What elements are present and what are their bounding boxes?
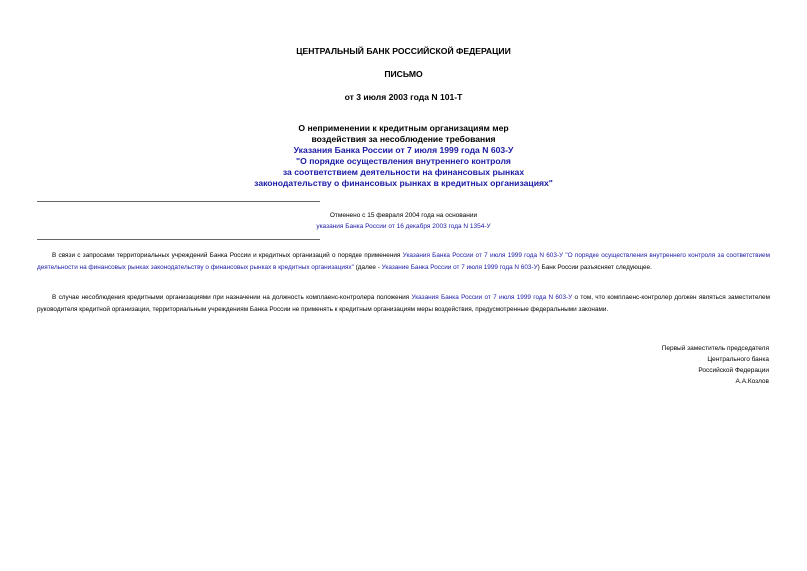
paragraph-2 [37,292,770,315]
signer-organization: Центрального банка [707,356,769,363]
title-line: воздействия за несоблюдение требования [311,134,496,144]
signer-name: А.А.Козлов [735,378,769,385]
decree-link[interactable]: Указания Банка России от 7 июля 1999 года N 603-У [411,294,573,301]
document-title [0,123,807,189]
decree-short-link[interactable]: Указание Банка России от 7 июля 1999 года N 603-У [381,263,538,271]
paragraph-text: (далее - [353,263,382,271]
cancellation-text: Отменено с 15 февраля 2004 года на основании [329,212,478,219]
title-link-line[interactable]: законодательству о финансовых рынках в кредитных организациях" [254,178,553,188]
divider-top [37,201,320,202]
document-type: ПИСЬМО [384,69,423,79]
title-link-line[interactable]: "О порядке осуществления внутреннего контроля [296,156,511,166]
decree-link[interactable]: Указания Банка России от 7 июля 1999 года N 603-У "О порядке осуществления внутреннего контроля за соответствием деятельности на финансовых рынках законодательству о финансовых рынках в кредитных организациях" [37,252,770,271]
cancellation-note [0,210,807,232]
paragraph-text: В связи с запросами территориальных учреждений Банка России и кредитных организаций о порядке применения [52,252,403,259]
paragraph-text: В случае несоблюдения кредитными организациями при назначении на должность комплаенс-контролера положения [52,294,412,301]
document-date-number: от 3 июля 2003 года N 101-Т [344,92,463,102]
signature-block [662,343,769,387]
divider-bottom [37,239,320,240]
title-link-line[interactable]: Указания Банка России от 7 июля 1999 года N 603-У [293,145,514,155]
paragraph-text: о том, что комплаенс-контролер должен являться заместителем руководителя кредитной организации, территориальным учреждениям Банка России не применять к кредитным организациям меры воздействия, предусмотренные федеральными законами. [37,294,770,313]
signer-position: Первый заместитель председателя [661,345,769,352]
signer-country: Российской Федерации [698,367,769,374]
paragraph-1 [37,250,770,273]
issuer-heading: ЦЕНТРАЛЬНЫЙ БАНК РОССИЙСКОЙ ФЕДЕРАЦИИ [296,46,511,56]
paragraph-text: ) Банк России разъясняет следующее. [537,263,652,271]
title-line: О неприменении к кредитным организациям мер [298,123,509,133]
cancellation-link[interactable]: указания Банка России от 16 декабря 2003 года N 1354-У [316,223,491,230]
title-link-line[interactable]: за соответствием деятельности на финансовых рынках [282,167,525,177]
